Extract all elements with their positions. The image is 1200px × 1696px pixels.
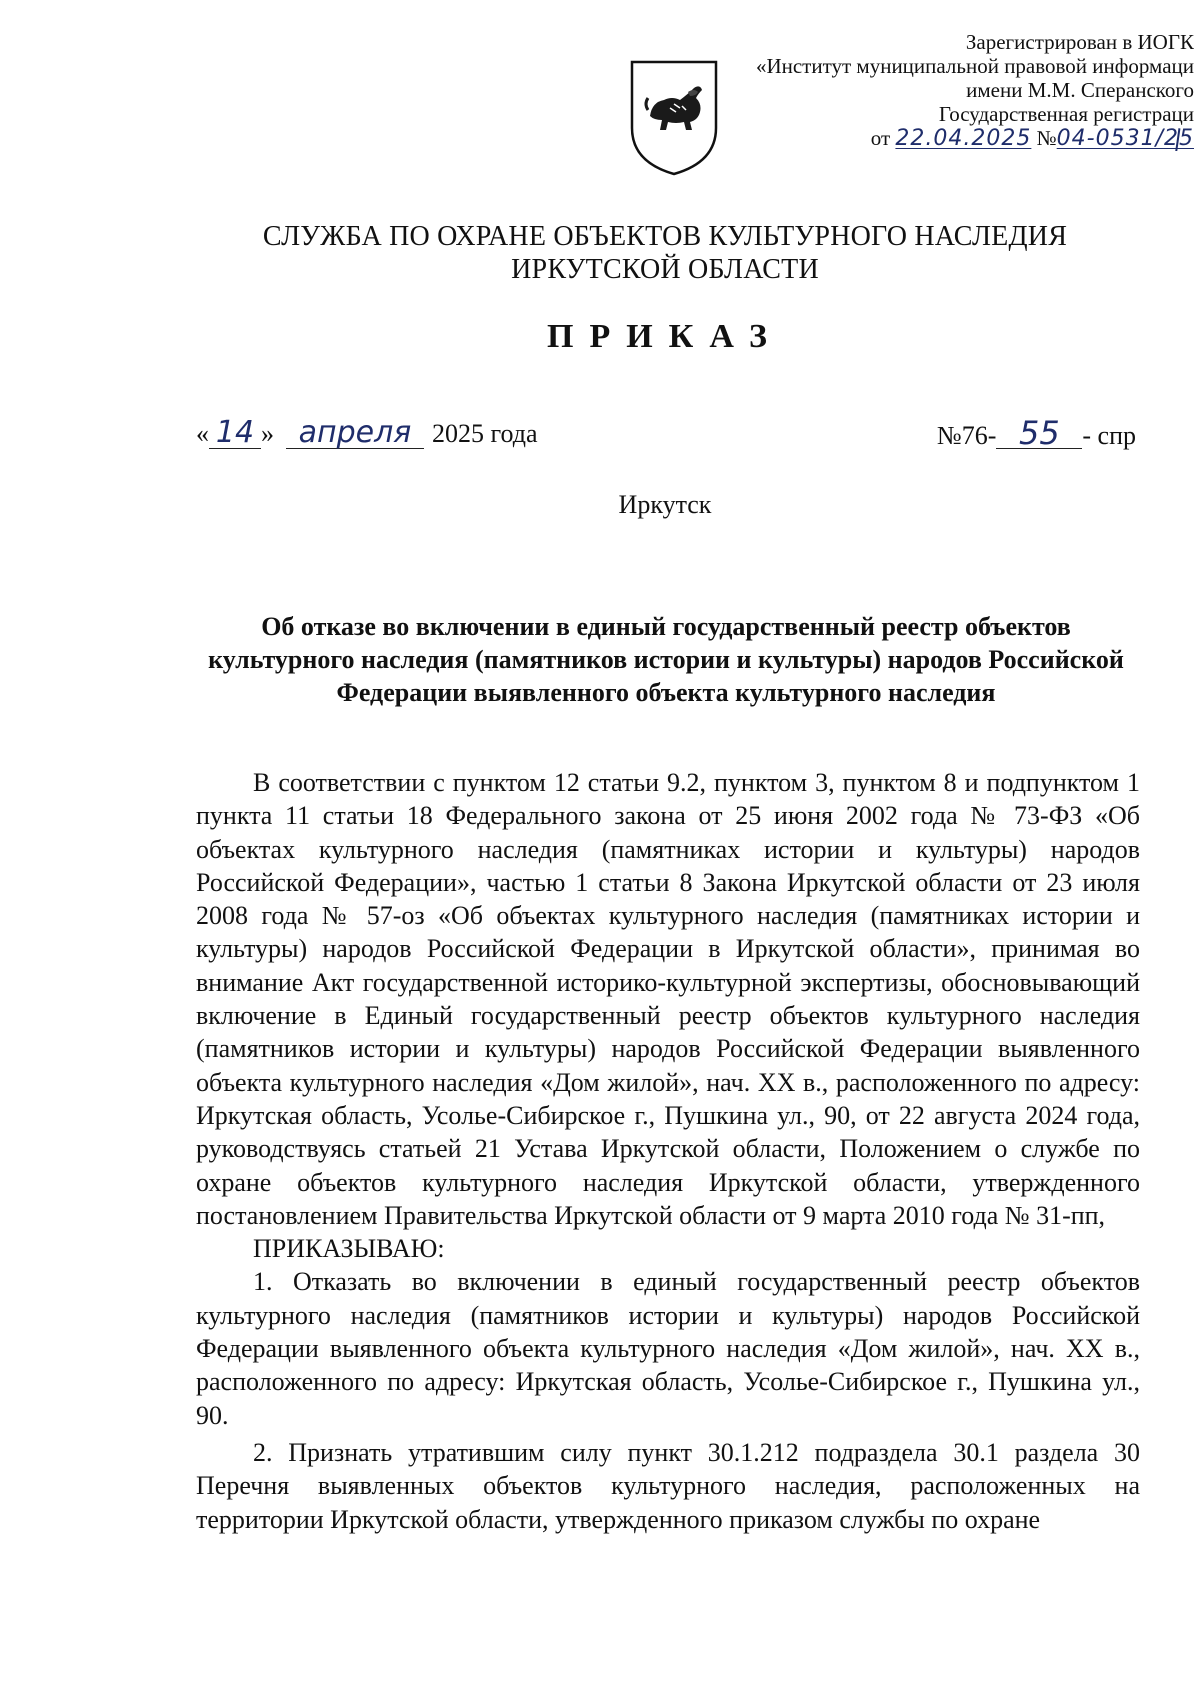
document-type-title: ПРИКАЗ [547,318,783,355]
agency-name [0,220,1200,286]
city: Иркутск [618,490,712,519]
order-body [196,766,1140,1536]
registration-number-prefix: № [1036,126,1057,150]
order-number-value: 55 [996,418,1082,449]
order-month: апреля [286,418,424,449]
order-date [196,415,538,450]
order-item-1: 1. Отказать во включении в единый государственный реестр объектов культурного наследия (памятников истории и культуры) народов Российской Федерации выявленного объекта культурного наследия «Дом жилой», нач. XX в., расположенного по адресу: Иркутская область, Усолье-Сибирское г., Пушкина ул., 90. [196,1267,1140,1430]
registration-line-2: «Институт муниципальной правовой информаци [755,54,1194,78]
irkutsk-coat-of-arms-icon [628,58,720,178]
registration-stamp [694,30,1194,151]
registration-line-4: Государственная регистраци [938,102,1194,126]
registration-number: 04-0531/25 [1056,126,1194,151]
registration-date: 22.04.2025 [895,126,1032,151]
order-year: 2025 года [432,419,538,448]
agency-name-line-1: СЛУЖБА ПО ОХРАНЕ ОБЪЕКТОВ КУЛЬТУРНОГО НАСЛЕДИЯ [262,221,1068,252]
registration-line-1: Зарегистрирован в ИОГК [965,30,1194,54]
order-number-prefix: №76- [936,421,997,450]
registration-date-prefix: от [870,126,891,150]
registration-line-5 [694,126,1194,151]
order-word: ПРИКАЗЫВАЮ: [253,1234,445,1264]
agency-name-line-2: ИРКУТСКОЙ ОБЛАСТИ [511,254,819,285]
date-open-quote: « [196,419,209,448]
preamble-paragraph: В соответствии с пунктом 12 статьи 9.2, пунктом 3, пунктом 8 и подпунктом 1 пункта 11 статьи 18 Федерального закона от 25 июня 2002 года № 73-ФЗ «Об объектах культурного наследия (памятниках истории и культуры) народов Российской Федерации», частью 1 статьи 8 Закона Иркутской области от 23 июля 2008 года № 57-оз «Об объектах культурного наследия (памятниках истории и культуры) народов Российской Федерации в Иркутской области», принимая во внимание Акт государственной историко-культурной экспертизы, обосновывающий включение в Единый государственный реестр объектов культурного наследия (памятников истории и культуры) народов Российской Федерации выявленного объекта культурного наследия «Дом жилой», нач. XX в., расположенного по адресу: Иркутская область, Усолье-Сибирское г., Пушкина ул., 90, от 22 августа 2024 года, руководствуясь статьей 21 Устава Иркутской области, Положением о службе по охране объектов культурного наследия Иркутской области, утвержденного постановлением Правительства Иркутской области от 9 марта 2010 года № 31-пп, [196,768,1140,1230]
registration-line-3: имени М.М. Сперанского [966,78,1194,102]
order-number-suffix: - спр [1082,421,1136,450]
order-subject: Об отказе во включении в единый государственный реестр объектов культурного наследия (памятников истории и культуры) народов Российской Федерации выявленного объекта культурного наследия [208,612,1124,707]
order-item-2: 2. Признать утратившим силу пункт 30.1.212 подраздела 30.1 раздела 30 Перечня выявленных объектов культурного наследия, расположенных на территории Иркутской области, утвержденного приказом службы по охране [196,1437,1140,1534]
order-day: 14 [209,418,261,449]
date-close-quote: » [261,419,274,448]
order-number [936,414,1136,452]
